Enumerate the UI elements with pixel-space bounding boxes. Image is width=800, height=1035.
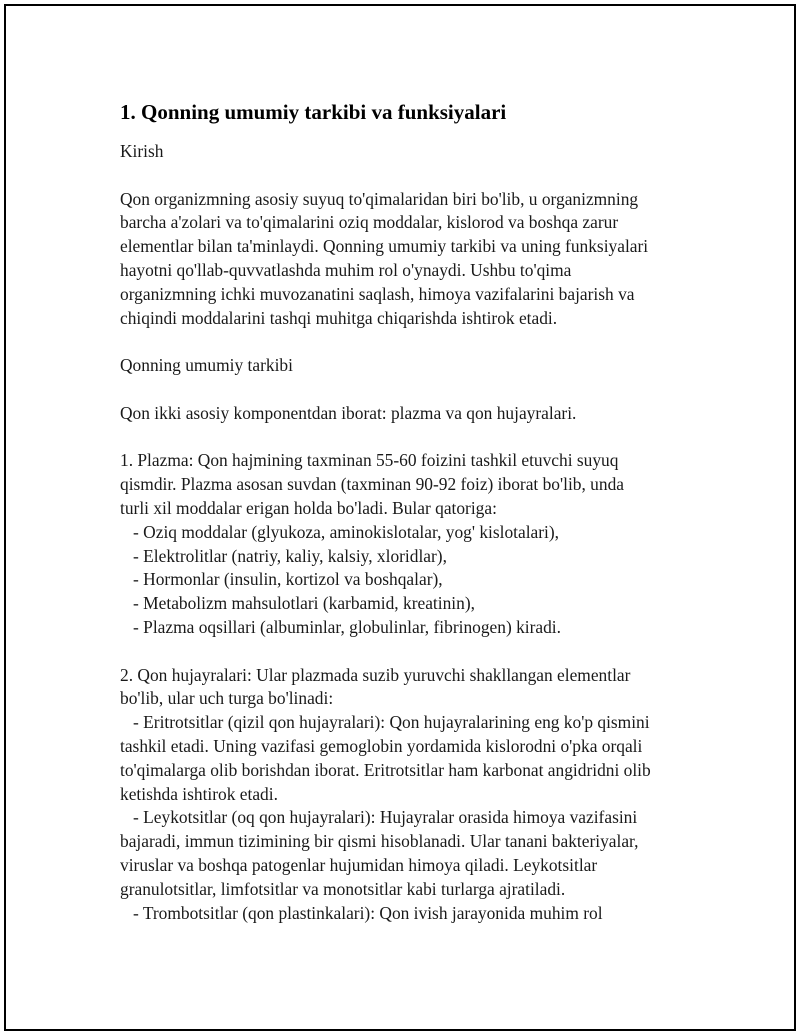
text-line: - Eritrotsitlar (qizil qon hujayralari): Qon hujayralarining eng ko'p qismini: [120, 712, 650, 733]
text-line: Qon organizmning asosiy suyuq to'qimalaridan biri bo'lib, u organizmning: [120, 188, 639, 209]
text-line: 2. Qon hujayralari: Ular plazmada suzib yuruvchi shakllangan elementlar: [120, 664, 631, 685]
text-line: Qon ikki asosiy komponentdan iborat: plazma va qon hujayralari.: [120, 402, 577, 423]
blank-line: [120, 330, 700, 354]
text-line: bajaradi, immun tizimining bir qismi hisoblanadi. Ular tanani bakteriyalar,: [120, 831, 639, 852]
text-line: - Hormonlar (insulin, kortizol va boshqalar),: [120, 569, 443, 590]
text-line: - Metabolizm mahsulotlari (karbamid, kreatinin),: [120, 593, 475, 614]
text-line: viruslar va boshqa patogenlar hujumidan himoya qiladi. Leykotsitlar: [120, 854, 598, 875]
document-body: [120, 98, 700, 925]
text-line: hayotni qo'llab-quvvatlashda muhim rol o'ynaydi. Ushbu to'qima: [120, 259, 572, 280]
text-line: 1. Plazma: Qon hajmining taxminan 55-60 foizini tashkil etuvchi suyuq: [120, 450, 619, 471]
text-line: qismdir. Plazma asosan suvdan (taxminan 90-92 foiz) iborat bo'lib, unda: [120, 474, 624, 495]
text-line: organizmning ichki muvozanatini saqlash, himoya vazifalarini bajarish va: [120, 283, 635, 304]
blank-line: [120, 378, 700, 402]
document-page: [4, 4, 796, 1031]
text-line: Kirish: [120, 141, 164, 161]
text-line: elementlar bilan ta'minlaydi. Qonning umumiy tarkibi va uning funksiyalari: [120, 236, 649, 257]
blank-line: [120, 640, 700, 664]
blank-line: [120, 164, 700, 188]
text-line: - Oziq moddalar (glyukoza, aminokislotalar, yog' kislotalari),: [120, 521, 560, 542]
document-text: [120, 140, 700, 925]
text-line: turli xil moddalar erigan holda bo'ladi. Bular qatoriga:: [120, 497, 497, 518]
text-line: barcha a'zolari va to'qimalarini oziq moddalar, kislorod va boshqa zarur: [120, 212, 619, 233]
text-line: - Elektrolitlar (natriy, kaliy, kalsiy, xloridlar),: [120, 545, 447, 566]
text-line: tashkil etadi. Uning vazifasi gemoglobin yordamida kislorodni o'pka orqali: [120, 735, 643, 756]
text-line: chiqindi moddalarini tashqi muhitga chiqarishda ishtirok etadi.: [120, 307, 558, 328]
text-line: to'qimalarga olib borishdan iborat. Eritrotsitlar ham karbonat angidridni olib: [120, 759, 651, 780]
text-line: bo'lib, ular uch turga bo'linadi:: [120, 688, 334, 709]
text-line: - Trombotsitlar (qon plastinkalari): Qon ivish jarayonida muhim rol: [120, 902, 603, 923]
text-line: - Leykotsitlar (oq qon hujayralari): Hujayralar orasida himoya vazifasini: [120, 807, 638, 828]
text-line: granulotsitlar, limfotsitlar va monotsitlar kabi turlarga ajratiladi.: [120, 878, 566, 899]
blank-line: [120, 426, 700, 450]
text-line: Qonning umumiy tarkibi: [120, 355, 293, 376]
document-title: 1. Qonning umumiy tarkibi va funksiyalari: [120, 100, 507, 124]
text-line: - Plazma oqsillari (albuminlar, globulinlar, fibrinogen) kiradi.: [120, 616, 561, 637]
text-line: ketishda ishtirok etadi.: [120, 783, 278, 804]
